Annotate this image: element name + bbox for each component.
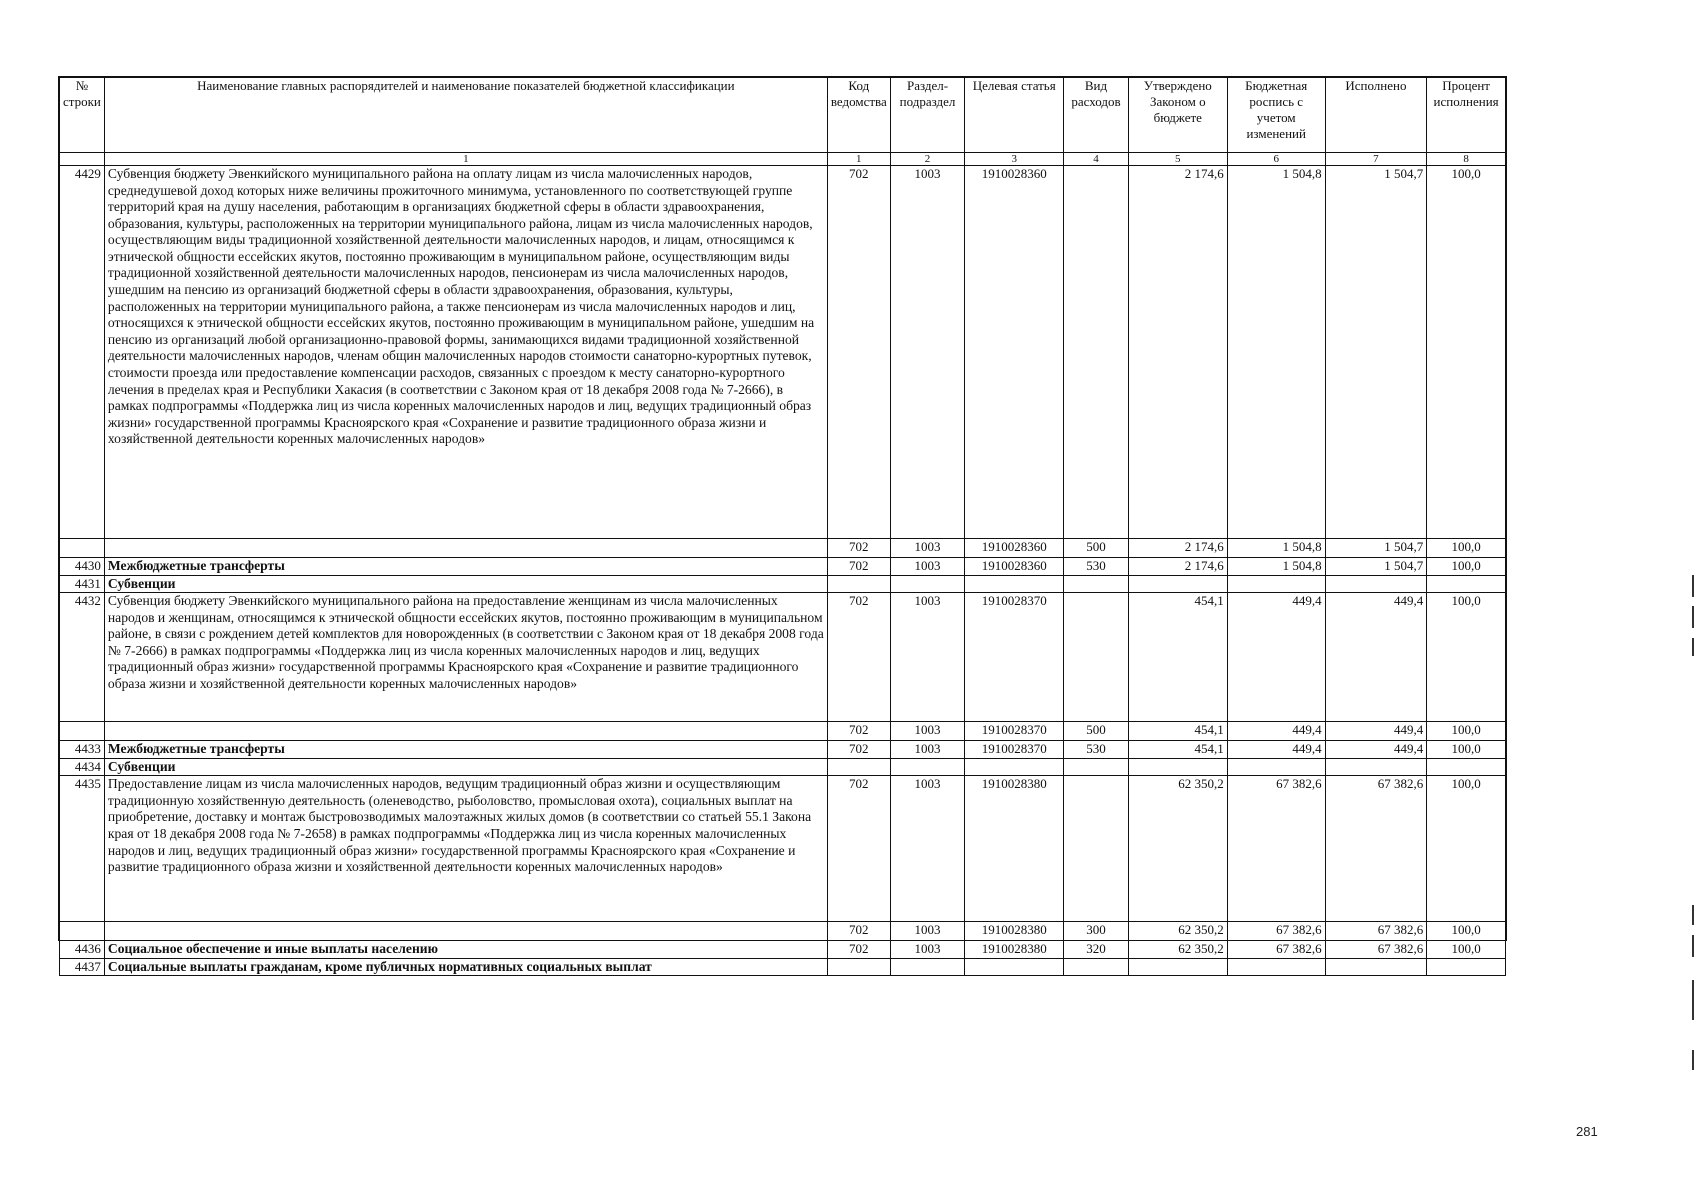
executed-cell: 1 504,7 — [1325, 539, 1427, 558]
header-row — [60, 78, 1506, 153]
budget-list-cell: 1 504,8 — [1227, 558, 1325, 576]
row-number — [60, 539, 105, 558]
row-number — [60, 922, 105, 941]
header-target: Целевая статья — [965, 78, 1064, 153]
target-cell: 1910028360 — [965, 558, 1064, 576]
target-cell: 1910028360 — [965, 539, 1064, 558]
section-cell: 1003 — [890, 741, 965, 759]
row-name — [104, 539, 827, 558]
target-cell: 1910028380 — [965, 941, 1064, 959]
target-cell — [965, 958, 1064, 976]
header-dept-code: Код ведомства — [827, 78, 890, 153]
approved-cell — [1128, 758, 1227, 776]
colnum-blank — [60, 153, 105, 166]
exp-type-cell — [1064, 776, 1129, 922]
row-number: 4436 — [60, 941, 105, 959]
approved-cell: 454,1 — [1128, 741, 1227, 759]
header-section: Раздел-подраздел — [890, 78, 965, 153]
colnum: 1 — [827, 153, 890, 166]
scan-edge-mark — [1692, 1050, 1694, 1070]
row-name: Субвенция бюджету Эвенкийского муниципального района на оплату лицам из числа малочисленных народов, среднедушевой доход которых ниже величины прожиточного минимума, установленного по соответствующей группе территорий края на душу населения, работающим в организациях бюджетной сферы в области здравоохранения, образования, культуры, расположенных на территории муниципального района, лицам из числа малочисленных народов, осуществляющим виды традиционной хозяйственной деятельности малочисленных народов, и лицам, относящимся к этнической общности ессейских якутов, постоянно проживающим в муниципальном районе, осуществляющим виды традиционной хозяйственной деятельности малочисленных народов, пенсионерам из числа малочисленных народов, ушедшим на пенсию из организаций бюджетной сферы в области здравоохранения, образования, культуры, расположенных на территории муниципального района, а также пенсионерам из числа малочисленных народов и лиц, относящихся к этнической общности ессейских якутов, постоянно проживающим в муниципальном районе, ушедшим на пенсию из организаций любой организационно-правовой формы, занимающихся видами традиционной хозяйственной деятельности малочисленных народов, членам общин малочисленных народов стоимости санаторно-курортных путевок, стоимости проезда или предоставление компенсации расходов, связанных с проездом к месту санаторно-курортного лечения в пределах края и Республики Хакасия (в соответствии с Законом края от 18 декабря 2008 года № 7-2666), в рамках подпрограммы «Поддержка лиц из числа коренных малочисленных народов и лиц, ведущих традиционный образ жизни» государственной программы Красноярского края «Сохранение и развитие традиционного образа жизни и хозяйственной деятельности коренных малочисленных народов» — [104, 166, 827, 539]
executed-cell: 449,4 — [1325, 593, 1427, 722]
budget-list-cell — [1227, 758, 1325, 776]
section-cell: 1003 — [890, 558, 965, 576]
section-cell: 1003 — [890, 593, 965, 722]
dept-code-cell — [827, 958, 890, 976]
section-cell — [890, 758, 965, 776]
table-row — [60, 741, 1506, 759]
exp-type-cell — [1064, 758, 1129, 776]
approved-cell: 454,1 — [1128, 593, 1227, 722]
colnum: 6 — [1227, 153, 1325, 166]
target-cell: 1910028370 — [965, 593, 1064, 722]
row-name: Субвенция бюджету Эвенкийского муниципального района на предоставление женщинам из числа малочисленных народов и женщинам, относящимся к этнической общности ессейских якутов, постоянно проживающим в муниципальном районе, в связи с рождением детей комплектов для новорожденных (в соответствии с Законом края от 18 декабря 2008 года № 7-2666) в рамках подпрограммы «Поддержка лиц из числа коренных малочисленных народов и лиц, ведущих традиционный образ жизни» государственной программы Красноярского края «Сохранение и развитие традиционного образа жизни и хозяйственной деятельности коренных малочисленных народов» — [104, 593, 827, 722]
exp-type-cell: 530 — [1064, 741, 1129, 759]
budget-list-cell — [1227, 575, 1325, 593]
percent-cell: 100,0 — [1427, 941, 1506, 959]
table-row — [60, 722, 1506, 741]
executed-cell: 449,4 — [1325, 741, 1427, 759]
dept-code-cell: 702 — [827, 166, 890, 539]
percent-cell: 100,0 — [1427, 558, 1506, 576]
scan-edge-mark — [1692, 935, 1694, 957]
row-name: Межбюджетные трансферты — [104, 558, 827, 576]
section-cell: 1003 — [890, 922, 965, 941]
header-name: Наименование главных распорядителей и наименование показателей бюджетной классификации — [104, 78, 827, 153]
table-row — [60, 958, 1506, 976]
exp-type-cell: 300 — [1064, 922, 1129, 941]
scan-edge-mark — [1692, 575, 1694, 597]
executed-cell: 67 382,6 — [1325, 776, 1427, 922]
table-row — [60, 575, 1506, 593]
budget-list-cell: 67 382,6 — [1227, 941, 1325, 959]
dept-code-cell — [827, 758, 890, 776]
colnum: 2 — [890, 153, 965, 166]
table-row — [60, 166, 1506, 539]
exp-type-cell — [1064, 593, 1129, 722]
approved-cell: 62 350,2 — [1128, 941, 1227, 959]
executed-cell: 1 504,7 — [1325, 166, 1427, 539]
section-cell: 1003 — [890, 166, 965, 539]
section-cell: 1003 — [890, 722, 965, 741]
executed-cell — [1325, 575, 1427, 593]
executed-cell: 449,4 — [1325, 722, 1427, 741]
colnum: 5 — [1128, 153, 1227, 166]
budget-list-cell: 1 504,8 — [1227, 166, 1325, 539]
row-number: 4437 — [60, 958, 105, 976]
budget-list-cell: 67 382,6 — [1227, 776, 1325, 922]
exp-type-cell — [1064, 166, 1129, 539]
table-row — [60, 922, 1506, 941]
table-body — [60, 166, 1506, 976]
row-name: Социальное обеспечение и иные выплаты населению — [104, 941, 827, 959]
percent-cell: 100,0 — [1427, 539, 1506, 558]
target-cell: 1910028370 — [965, 722, 1064, 741]
dept-code-cell: 702 — [827, 941, 890, 959]
dept-code-cell: 702 — [827, 922, 890, 941]
percent-cell: 100,0 — [1427, 741, 1506, 759]
approved-cell: 2 174,6 — [1128, 558, 1227, 576]
table-row — [60, 758, 1506, 776]
target-cell — [965, 758, 1064, 776]
percent-cell — [1427, 575, 1506, 593]
dept-code-cell: 702 — [827, 539, 890, 558]
approved-cell — [1128, 575, 1227, 593]
percent-cell: 100,0 — [1427, 593, 1506, 722]
percent-cell: 100,0 — [1427, 166, 1506, 539]
table-row — [60, 558, 1506, 576]
target-cell: 1910028380 — [965, 922, 1064, 941]
colnum: 8 — [1427, 153, 1506, 166]
exp-type-cell: 500 — [1064, 539, 1129, 558]
row-number — [60, 722, 105, 741]
row-name: Субвенции — [104, 758, 827, 776]
section-cell: 1003 — [890, 539, 965, 558]
budget-list-cell: 449,4 — [1227, 722, 1325, 741]
header-exp-type: Вид расходов — [1064, 78, 1129, 153]
row-number: 4434 — [60, 758, 105, 776]
header-percent: Процент исполнения — [1427, 78, 1506, 153]
header-row-no: № строки — [60, 78, 105, 153]
budget-list-cell: 449,4 — [1227, 741, 1325, 759]
budget-list-cell — [1227, 958, 1325, 976]
scan-edge-mark — [1692, 638, 1694, 656]
approved-cell: 62 350,2 — [1128, 922, 1227, 941]
row-name — [104, 922, 827, 941]
executed-cell — [1325, 758, 1427, 776]
row-number: 4431 — [60, 575, 105, 593]
dept-code-cell: 702 — [827, 558, 890, 576]
row-number: 4429 — [60, 166, 105, 539]
executed-cell: 67 382,6 — [1325, 941, 1427, 959]
row-number: 4432 — [60, 593, 105, 722]
exp-type-cell: 320 — [1064, 941, 1129, 959]
executed-cell: 67 382,6 — [1325, 922, 1427, 941]
table-row — [60, 776, 1506, 922]
executed-cell: 1 504,7 — [1325, 558, 1427, 576]
scan-edge-mark — [1692, 905, 1694, 925]
dept-code-cell: 702 — [827, 776, 890, 922]
scan-edge-mark — [1692, 606, 1694, 628]
exp-type-cell: 500 — [1064, 722, 1129, 741]
scan-edge-mark — [1692, 980, 1694, 1020]
row-name: Предоставление лицам из числа малочисленных народов, ведущим традиционный образ жизни и осуществляющим традиционную хозяйственную деятельность (оленеводство, рыболовство, промысловая охота), социальных выплат на приобретение, доставку и монтаж быстровозводимых малоэтажных жилых домов (в соответствии со статьей 55.1 Закона края от 18 декабря 2008 года № 7-2658) в рамках подпрограммы «Поддержка лиц из числа коренных малочисленных народов и лиц, ведущих традиционный образ жизни» государственной программы Красноярского края «Сохранение и развитие традиционного образа жизни и хозяйственной деятельности коренных малочисленных народов» — [104, 776, 827, 922]
row-number: 4433 — [60, 741, 105, 759]
percent-cell — [1427, 758, 1506, 776]
approved-cell: 62 350,2 — [1128, 776, 1227, 922]
exp-type-cell — [1064, 575, 1129, 593]
executed-cell — [1325, 958, 1427, 976]
target-cell — [965, 575, 1064, 593]
budget-table — [59, 77, 1506, 976]
table-row — [60, 941, 1506, 959]
budget-list-cell: 67 382,6 — [1227, 922, 1325, 941]
dept-code-cell: 702 — [827, 722, 890, 741]
dept-code-cell: 702 — [827, 741, 890, 759]
target-cell: 1910028380 — [965, 776, 1064, 922]
percent-cell: 100,0 — [1427, 722, 1506, 741]
header-approved: Утверждено Законом о бюджете — [1128, 78, 1227, 153]
section-cell — [890, 958, 965, 976]
dept-code-cell — [827, 575, 890, 593]
percent-cell: 100,0 — [1427, 922, 1506, 941]
budget-list-cell: 1 504,8 — [1227, 539, 1325, 558]
exp-type-cell — [1064, 958, 1129, 976]
row-name: Субвенции — [104, 575, 827, 593]
column-number-row — [60, 153, 1506, 166]
budget-list-cell: 449,4 — [1227, 593, 1325, 722]
table-row — [60, 593, 1506, 722]
section-cell — [890, 575, 965, 593]
row-name: Социальные выплаты гражданам, кроме публичных нормативных социальных выплат — [104, 958, 827, 976]
dept-code-cell: 702 — [827, 593, 890, 722]
exp-type-cell: 530 — [1064, 558, 1129, 576]
approved-cell — [1128, 958, 1227, 976]
colnum: 3 — [965, 153, 1064, 166]
colnum: 4 — [1064, 153, 1129, 166]
target-cell: 1910028370 — [965, 741, 1064, 759]
approved-cell: 2 174,6 — [1128, 166, 1227, 539]
approved-cell: 454,1 — [1128, 722, 1227, 741]
percent-cell — [1427, 958, 1506, 976]
target-cell: 1910028360 — [965, 166, 1064, 539]
approved-cell: 2 174,6 — [1128, 539, 1227, 558]
section-cell: 1003 — [890, 776, 965, 922]
header-budget-list: Бюджетная роспись с учетом изменений — [1227, 78, 1325, 153]
header-executed: Исполнено — [1325, 78, 1427, 153]
colnum: 7 — [1325, 153, 1427, 166]
row-number: 4435 — [60, 776, 105, 922]
percent-cell: 100,0 — [1427, 776, 1506, 922]
budget-sheet — [58, 76, 1507, 974]
row-name: Межбюджетные трансферты — [104, 741, 827, 759]
section-cell: 1003 — [890, 941, 965, 959]
colnum: 1 — [104, 153, 827, 166]
table-row — [60, 539, 1506, 558]
page-number: 281 — [1576, 1124, 1598, 1139]
row-number: 4430 — [60, 558, 105, 576]
row-name — [104, 722, 827, 741]
